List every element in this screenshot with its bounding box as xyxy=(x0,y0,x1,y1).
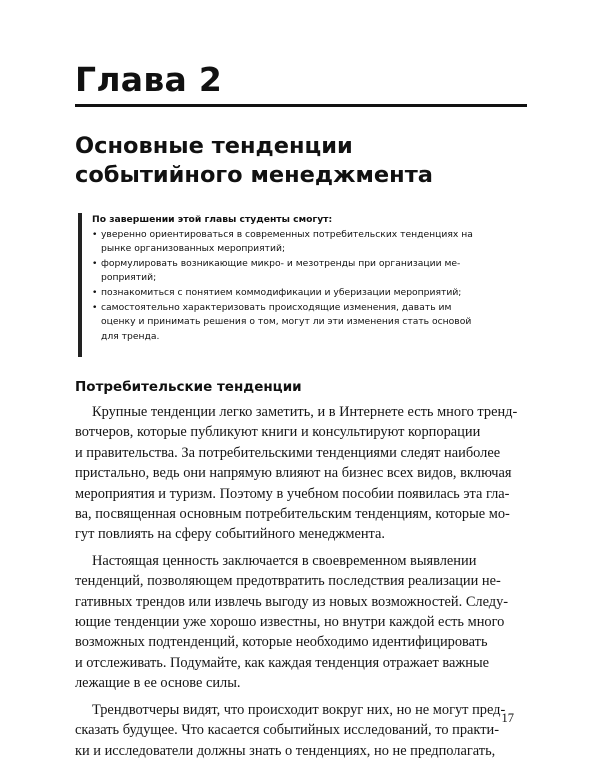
paragraph-line: и отслеживать. Подумайте, как каждая тенденция отражает важные xyxy=(75,654,490,671)
chapter-title xyxy=(75,132,433,190)
paragraph-line: Настоящая ценность заключается в своевременном выявлении xyxy=(92,552,477,569)
body-text xyxy=(75,402,518,767)
objectives-intro: По завершении этой главы студенты смогут: xyxy=(92,214,333,225)
paragraph-line: вотчеров, которые публикуют книги и консультируют корпорации xyxy=(75,424,481,441)
page-number: 17 xyxy=(501,711,514,725)
chapter-divider xyxy=(75,104,527,107)
objective-line: уверенно ориентироваться в современных потребительских тенденциях на xyxy=(101,228,473,240)
bullet-icon: • xyxy=(92,228,98,240)
chapter-title-line: Основные тенденции xyxy=(75,133,353,159)
paragraph-line: лежащие в ее основе силы. xyxy=(75,675,241,692)
objective-item xyxy=(92,228,524,257)
bullet-icon: • xyxy=(92,257,98,269)
chapter-title-line: событийного менеджмента xyxy=(75,162,433,188)
paragraph-line: ва, посвященная основным потребительским тенденциям, которые мо- xyxy=(75,506,510,523)
chapter-label: Глава 2 xyxy=(75,60,223,99)
body-paragraph xyxy=(75,551,515,694)
paragraph-line: ющие тенденции уже хорошо известны, но внутри каждой есть много xyxy=(75,614,505,631)
objective-line: оценку и принимать решения о том, могут ли эти изменения стать основой xyxy=(101,316,472,328)
bullet-icon: • xyxy=(92,301,98,313)
paragraph-line: Трендвотчеры видят, что происходит вокруг них, но не могут пред- xyxy=(92,701,506,718)
paragraph-line: тенденций, позволяющем предотвратить последствия реализации не- xyxy=(75,573,501,590)
objective-line: самостоятельно характеризовать происходящие изменения, давать им xyxy=(101,301,452,313)
paragraph-line: ки и исследователи должны знать о тенденциях, но не предполагать, xyxy=(75,742,496,759)
paragraph-line: возможных подтенденций, которые необходимо идентифицировать xyxy=(75,634,488,651)
learning-objectives-box xyxy=(78,213,524,357)
bullet-icon: • xyxy=(92,286,98,298)
section-heading: Потребительские тенденции xyxy=(75,379,302,395)
objective-line: для тренда. xyxy=(101,330,160,342)
objective-item xyxy=(92,286,524,301)
objective-line: роприятий; xyxy=(101,272,157,284)
paragraph-line: Крупные тенденции легко заметить, и в Интернете есть много тренд- xyxy=(92,404,518,420)
paragraph-line: гативных трендов или извлечь выгоду из новых возможностей. Следу- xyxy=(75,593,509,610)
paragraph-line: и правительства. За потребительскими тенденциями следят наиболее xyxy=(75,444,501,461)
objective-item xyxy=(92,257,524,286)
objective-item xyxy=(92,301,524,345)
paragraph-line: гут повлиять на сферу событийного менеджмента. xyxy=(75,526,385,543)
body-paragraph xyxy=(75,402,518,545)
objective-line: рынке организованных мероприятий; xyxy=(101,243,286,255)
paragraph-line: пристально, ведь они напрямую влияют на бизнес всех видов, включая xyxy=(75,465,512,482)
paragraph-line: мероприятия и туризм. Поэтому в учебном пособии появилась эта гла- xyxy=(75,485,510,502)
objective-line: познакомиться с понятием коммодификации и уберизации мероприятий; xyxy=(101,286,462,298)
paragraph-line: сказать будущее. Что касается событийных исследований, то практи- xyxy=(75,722,499,739)
body-paragraph xyxy=(75,700,515,761)
objectives-list xyxy=(92,228,524,345)
objective-line: формулировать возникающие микро- и мезотренды при организации ме- xyxy=(101,257,461,269)
